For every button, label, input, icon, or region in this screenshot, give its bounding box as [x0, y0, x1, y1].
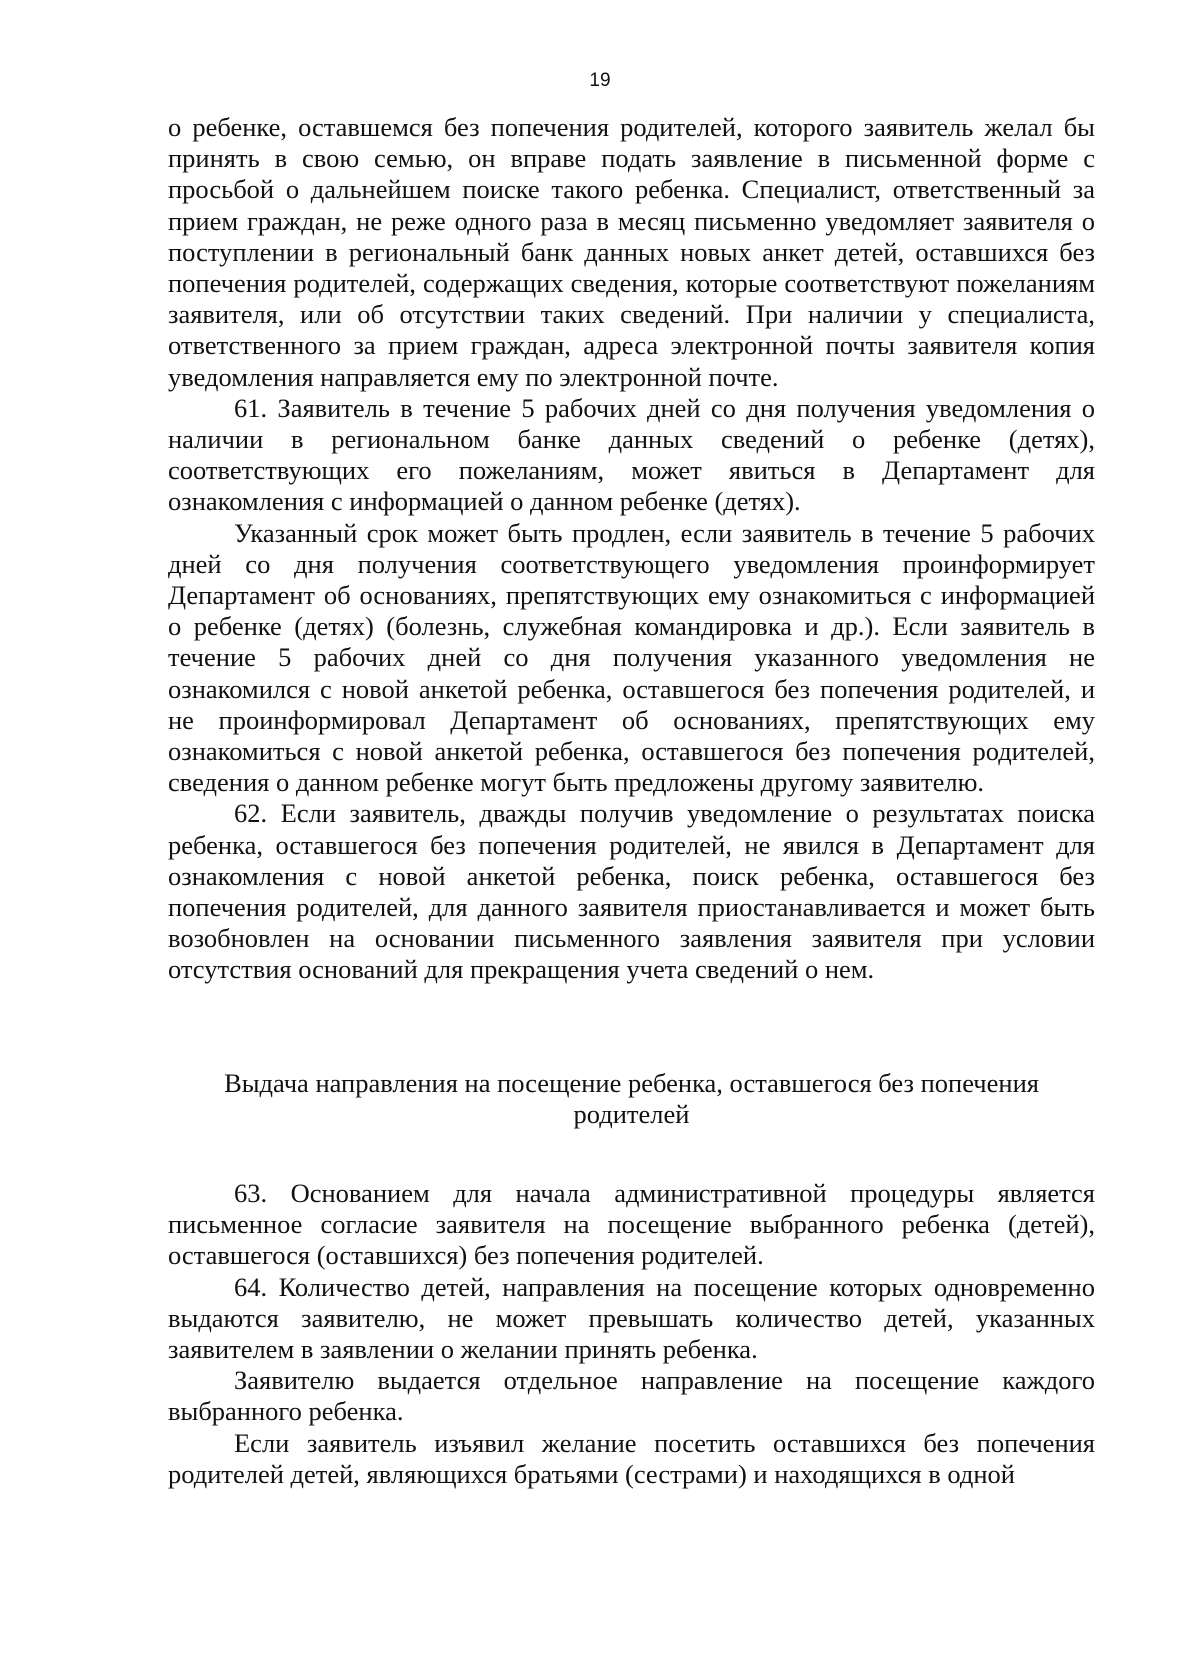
paragraph-63: 63. Основанием для начала административной процедуры является письменное согласие заявителя на посещение выбранного ребенка (детей), оставшегося (оставшихся) без попечения родителей. — [168, 1178, 1095, 1271]
section-heading-line-1: Выдача направления на посещение ребенка, оставшегося без попечения — [224, 1068, 1039, 1098]
section-heading-line-2: родителей — [573, 1099, 690, 1130]
paragraph-61-extension: Указанный срок может быть продлен, если заявитель в течение 5 рабочих дней со дня получения соответствующего уведомления проинформирует Департамент об основаниях, препятствующих ему ознакомиться с информацией о ребенке (детях) (болезнь, служебная командировка и др.). Если заявитель в течение 5 рабочих дней со дня получения указанного уведомления не ознакомился с новой анкетой ребенка, оставшегося без попечения родителей, и не проинформировал Департамент об основаниях, препятствующих ему ознакомиться с новой анкетой ребенка, оставшегося без попечения родителей, сведения о данном ребенке могут быть предложены другому заявителю. — [168, 517, 1095, 798]
paragraph-61: 61. Заявитель в течение 5 рабочих дней со дня получения уведомления о наличии в региональном банке данных сведений о ребенке (детях), соответствующих его пожеланиям, может явиться в Департамент для ознакомления с информацией о данном ребенке (детях). — [168, 392, 1095, 517]
paragraph-64: 64. Количество детей, направления на посещение которых одновременно выдаются заявителю, не может превышать количество детей, указанных заявителем в заявлении о желании принять ребенка. — [168, 1271, 1095, 1365]
page-number: 19 — [589, 70, 611, 91]
paragraph-continuation: о ребенке, оставшемся без попечения родителей, которого заявитель желал бы принять в свою семью, он вправе подать заявление в письменной форме с просьбой о дальнейшем поиске такого ребенка. Специалист, ответственный за прием граждан, не реже одного раза в месяц письменно уведомляет заявителя о поступлении в региональный банк данных новых анкет детей, оставшихся без попечения родителей, содержащих сведения, которые соответствуют пожеланиям заявителя, или об отсутствии таких сведений. При наличии у специалиста, ответственного за прием граждан, адреса электронной почты заявителя копия уведомления направляется ему по электронной почте. — [168, 112, 1095, 392]
text-block-top — [168, 112, 1095, 986]
text-block-bottom — [168, 1178, 1095, 1490]
section-heading — [168, 1068, 1095, 1130]
paragraph-separate-referral: Заявителю выдается отдельное направление на посещение каждого выбранного ребенка. — [168, 1365, 1095, 1427]
paragraph-siblings: Если заявитель изъявил желание посетить оставшихся без попечения родителей детей, являющихся братьями (сестрами) и находящихся в одной — [168, 1427, 1095, 1489]
paragraph-62: 62. Если заявитель, дважды получив уведомление о результатах поиска ребенка, оставшегося без попечения родителей, не явился в Департамент для ознакомления с новой анкетой ребенка, поиск ребенка, оставшегося без попечения родителей, для данного заявителя приостанавливается и может быть возобновлен на основании письменного заявления заявителя при условии отсутствия оснований для прекращения учета сведений о нем. — [168, 798, 1095, 985]
